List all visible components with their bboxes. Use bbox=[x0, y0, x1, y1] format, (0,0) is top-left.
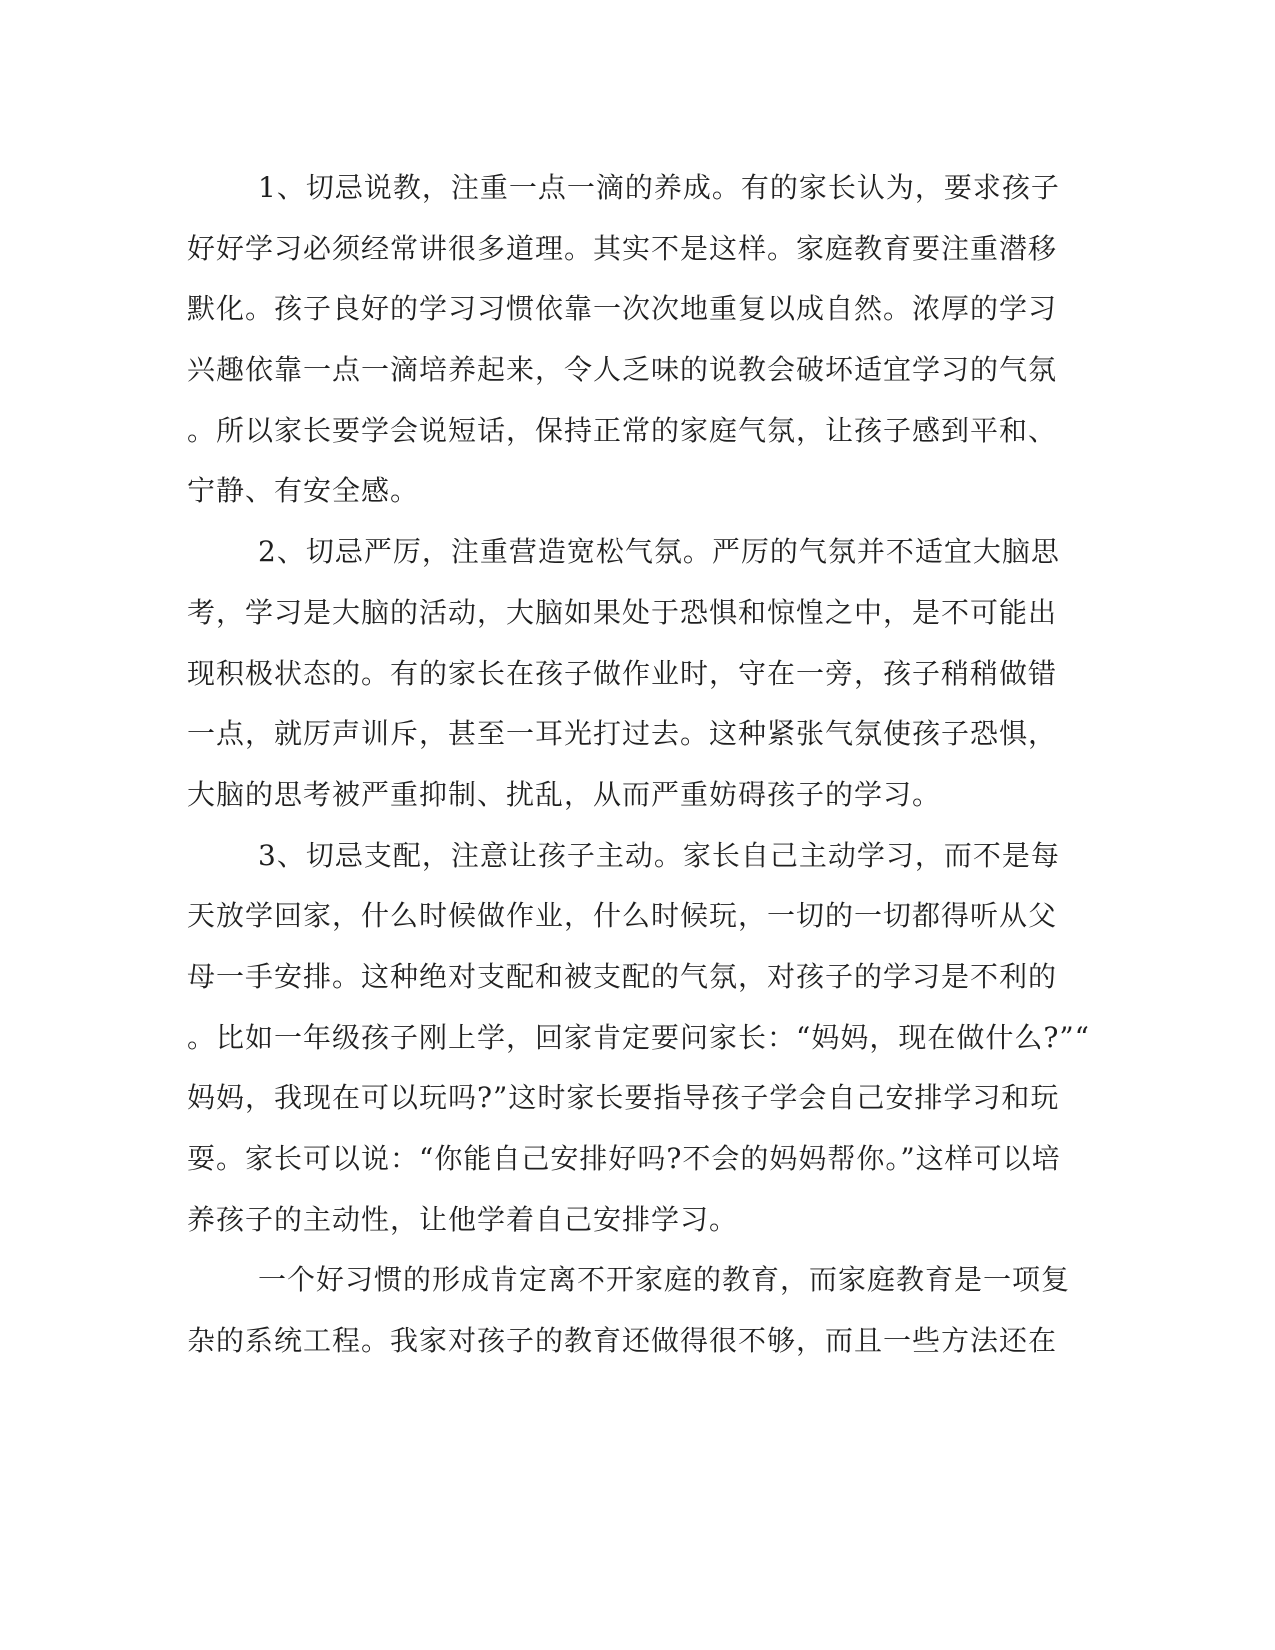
paragraph-line: 妈妈，我现在可以玩吗?”这时家长要指导孩子学会自己安排学习和玩 bbox=[187, 1081, 1060, 1115]
paragraph-line: 现积极状态的。有的家长在孩子做作业时，守在一旁，孩子稍稍做错 bbox=[187, 656, 1058, 690]
paragraph-line: 天放学回家，什么时候做作业，什么时候玩，一切的一切都得听从父 bbox=[187, 899, 1058, 933]
paragraph-line: 默化。孩子良好的学习习惯依靠一次次地重复以成自然。浓厚的学习 bbox=[187, 292, 1058, 326]
paragraph-4 bbox=[187, 1250, 1071, 1371]
paragraph-3 bbox=[187, 826, 1090, 1251]
paragraph-2 bbox=[187, 522, 1060, 825]
paragraph-line: 一点，就厉声训斥，甚至一耳光打过去。这种紧张气氛使孩子恐惧， bbox=[187, 717, 1058, 751]
paragraph-line: 养孩子的主动性，让他学着自己安排学习。 bbox=[187, 1202, 739, 1236]
paragraph-line: 大脑的思考被严重抑制、扰乱，从而严重妨碍孩子的学习。 bbox=[187, 777, 942, 811]
paragraph-line: 兴趣依靠一点一滴培养起来，令人乏味的说教会破坏适宜学习的气氛 bbox=[187, 353, 1058, 387]
paragraph-line: 考，学习是大脑的活动，大脑如果处于恐惧和惊惶之中，是不可能出 bbox=[187, 595, 1058, 629]
paragraph-line: 。所以家长要学会说短话，保持正常的家庭气氛，让孩子感到平和、 bbox=[187, 413, 1058, 447]
document-body bbox=[187, 158, 1090, 1372]
paragraph-line: 2、切忌严厉，注重营造宽松气氛。严厉的气氛并不适宜大脑思 bbox=[258, 535, 1060, 569]
paragraph-1 bbox=[187, 158, 1060, 522]
paragraph-line: 。比如一年级孩子刚上学，回家肯定要问家长：“妈妈，现在做什么?”“ bbox=[187, 1020, 1090, 1054]
paragraph-line: 杂的系统工程。我家对孩子的教育还做得很不够，而且一些方法还在 bbox=[187, 1324, 1058, 1358]
paragraph-line: 1、切忌说教，注重一点一滴的养成。有的家长认为，要求孩子 bbox=[258, 171, 1060, 204]
paragraph-line: 好好学习必须经常讲很多道理。其实不是这样。家庭教育要注重潜移 bbox=[187, 231, 1058, 265]
paragraph-line: 耍。家长可以说：“你能自己安排好吗?不会的妈妈帮你。”这样可以培 bbox=[187, 1142, 1061, 1175]
paragraph-line: 宁静、有安全感。 bbox=[187, 474, 420, 508]
paragraph-line: 母一手安排。这种绝对支配和被支配的气氛，对孩子的学习是不利的 bbox=[187, 959, 1058, 993]
paragraph-line: 一个好习惯的形成肯定离不开家庭的教育，而家庭教育是一项复 bbox=[258, 1263, 1071, 1297]
paragraph-line: 3、切忌支配，注意让孩子主动。家长自己主动学习，而不是每 bbox=[258, 838, 1060, 872]
